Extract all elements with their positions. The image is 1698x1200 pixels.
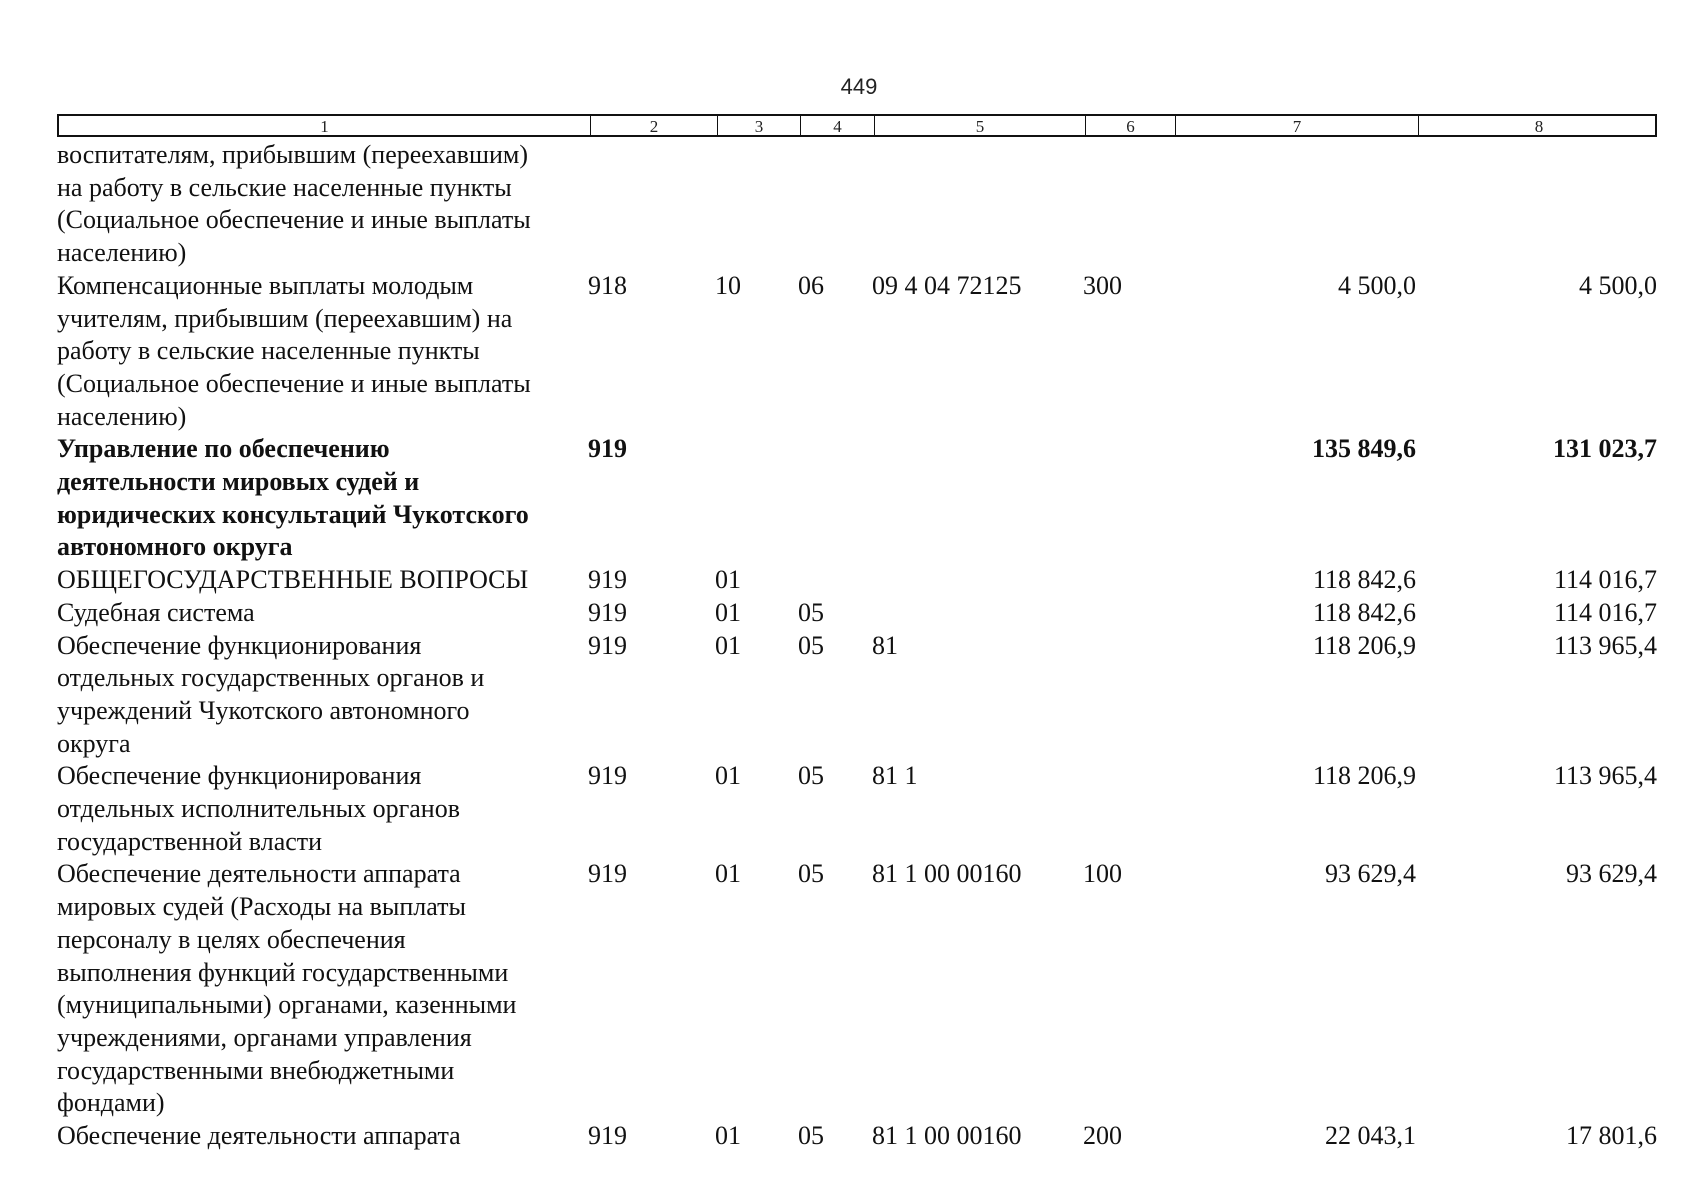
table-row: [57, 270, 1657, 434]
column-header: 3: [717, 116, 800, 137]
row-subsection: [798, 139, 872, 270]
row-expense-type: 100: [1083, 859, 1122, 889]
column-header: 6: [1085, 116, 1175, 137]
table-row: [57, 858, 1657, 1120]
row-subsection: 05: [798, 1121, 824, 1151]
row-amount-2: 114 016,7: [1553, 565, 1657, 595]
table-row: [57, 139, 1657, 270]
row-amount-2: 113 965,4: [1553, 630, 1657, 660]
row-subsection: 05: [798, 597, 824, 627]
row-admin-code: 919: [588, 859, 627, 889]
table-row: [57, 1120, 1657, 1153]
row-subsection: 05: [798, 630, 824, 660]
row-expense-type: [1083, 433, 1173, 564]
column-header: 2: [590, 116, 717, 137]
row-admin-code: [588, 139, 715, 270]
row-name: воспитателям, прибывшим (переехавшим) на работу в сельские населенные пункты (Социальное обеспечение и иные выплаты населению): [57, 140, 531, 268]
row-expense-type: [1083, 139, 1173, 270]
row-name: Управление по обеспечению деятельности мировых судей и юридических консультаций Чукотского автономного округа: [57, 434, 529, 562]
row-section: [715, 433, 798, 564]
page-number: 449: [840, 74, 878, 99]
row-name: Судебная система: [57, 597, 255, 627]
row-amount-2: 93 629,4: [1566, 859, 1657, 889]
row-section: 01: [715, 1121, 741, 1151]
row-amount-1: 118 842,6: [1312, 565, 1416, 595]
row-section: 01: [715, 859, 741, 889]
row-section: 01: [715, 630, 741, 660]
row-section: 01: [715, 597, 741, 627]
column-header: 8: [1418, 116, 1659, 137]
row-name: Обеспечение функционирования отдельных исполнительных органов государственной власти: [57, 761, 460, 856]
row-section: [715, 139, 798, 270]
row-target-article: [872, 564, 1083, 597]
row-amount-1: 93 629,4: [1325, 859, 1416, 889]
table-row: [57, 433, 1657, 564]
row-amount-2: 131 023,7: [1553, 434, 1657, 464]
row-target-article: 81 1: [872, 761, 918, 791]
row-admin-code: 919: [588, 761, 627, 791]
row-target-article: [872, 433, 1083, 564]
budget-table: [57, 114, 1657, 1153]
row-amount-1: [1173, 139, 1416, 270]
row-amount-1: 135 849,6: [1312, 434, 1416, 464]
row-name: ОБЩЕГОСУДАРСТВЕННЫЕ ВОПРОСЫ: [57, 565, 529, 595]
column-header: 7: [1175, 116, 1418, 137]
row-amount-2: [1416, 139, 1657, 270]
row-target-article: 81: [872, 630, 898, 660]
row-amount-2: 114 016,7: [1553, 597, 1657, 627]
table-row: [57, 760, 1657, 858]
row-admin-code: 919: [588, 434, 627, 464]
row-expense-type: [1083, 597, 1173, 630]
row-name: Обеспечение функционирования отдельных государственных органов и учреждений Чукотского автономного округа: [57, 630, 485, 758]
row-admin-code: 918: [588, 270, 627, 300]
row-name: Обеспечение деятельности аппарата мировых судей (Расходы на выплаты персоналу в целях обеспечения выполнения функций государственными (муниципальными) органами, казенными учреждениями, органами управления государственными внебюджетными фондами): [57, 859, 517, 1118]
row-expense-type: 300: [1083, 270, 1122, 300]
row-subsection: 06: [798, 270, 824, 300]
row-amount-2: 4 500,0: [1579, 270, 1657, 300]
row-subsection: [798, 433, 872, 564]
table-body: [57, 139, 1657, 1153]
row-name: Компенсационные выплаты молодым учителям, прибывшим (переехавшим) на работу в сельские населенные пункты (Социальное обеспечение и иные выплаты населению): [57, 270, 531, 431]
table-row: [57, 630, 1657, 761]
row-expense-type: [1083, 564, 1173, 597]
row-admin-code: 919: [588, 630, 627, 660]
row-subsection: [798, 564, 872, 597]
row-section: 10: [715, 270, 741, 300]
table-row: [57, 597, 1657, 630]
row-expense-type: [1083, 760, 1173, 858]
table-header: [57, 114, 1657, 137]
table-row: [57, 564, 1657, 597]
row-expense-type: 200: [1083, 1121, 1122, 1151]
row-expense-type: [1083, 630, 1173, 761]
row-admin-code: 919: [588, 565, 627, 595]
row-target-article: [872, 597, 1083, 630]
row-target-article: 81 1 00 00160: [872, 859, 1022, 889]
row-amount-1: 4 500,0: [1338, 270, 1416, 300]
column-header: 4: [800, 116, 874, 137]
row-admin-code: 919: [588, 1121, 627, 1151]
row-amount-1: 118 206,9: [1312, 761, 1416, 791]
row-target-article: 81 1 00 00160: [872, 1121, 1022, 1151]
row-name: Обеспечение деятельности аппарата: [57, 1121, 461, 1151]
row-admin-code: 919: [588, 597, 627, 627]
row-section: 01: [715, 761, 741, 791]
row-target-article: [872, 139, 1083, 270]
row-amount-1: 118 842,6: [1312, 597, 1416, 627]
row-amount-2: 17 801,6: [1566, 1121, 1657, 1151]
row-subsection: 05: [798, 761, 824, 791]
column-header: 5: [874, 116, 1085, 137]
row-subsection: 05: [798, 859, 824, 889]
row-amount-2: 113 965,4: [1553, 761, 1657, 791]
row-section: 01: [715, 565, 741, 595]
row-amount-1: 118 206,9: [1312, 630, 1416, 660]
column-header: 1: [320, 117, 329, 136]
row-target-article: 09 4 04 72125: [872, 270, 1022, 300]
row-amount-1: 22 043,1: [1325, 1121, 1416, 1151]
